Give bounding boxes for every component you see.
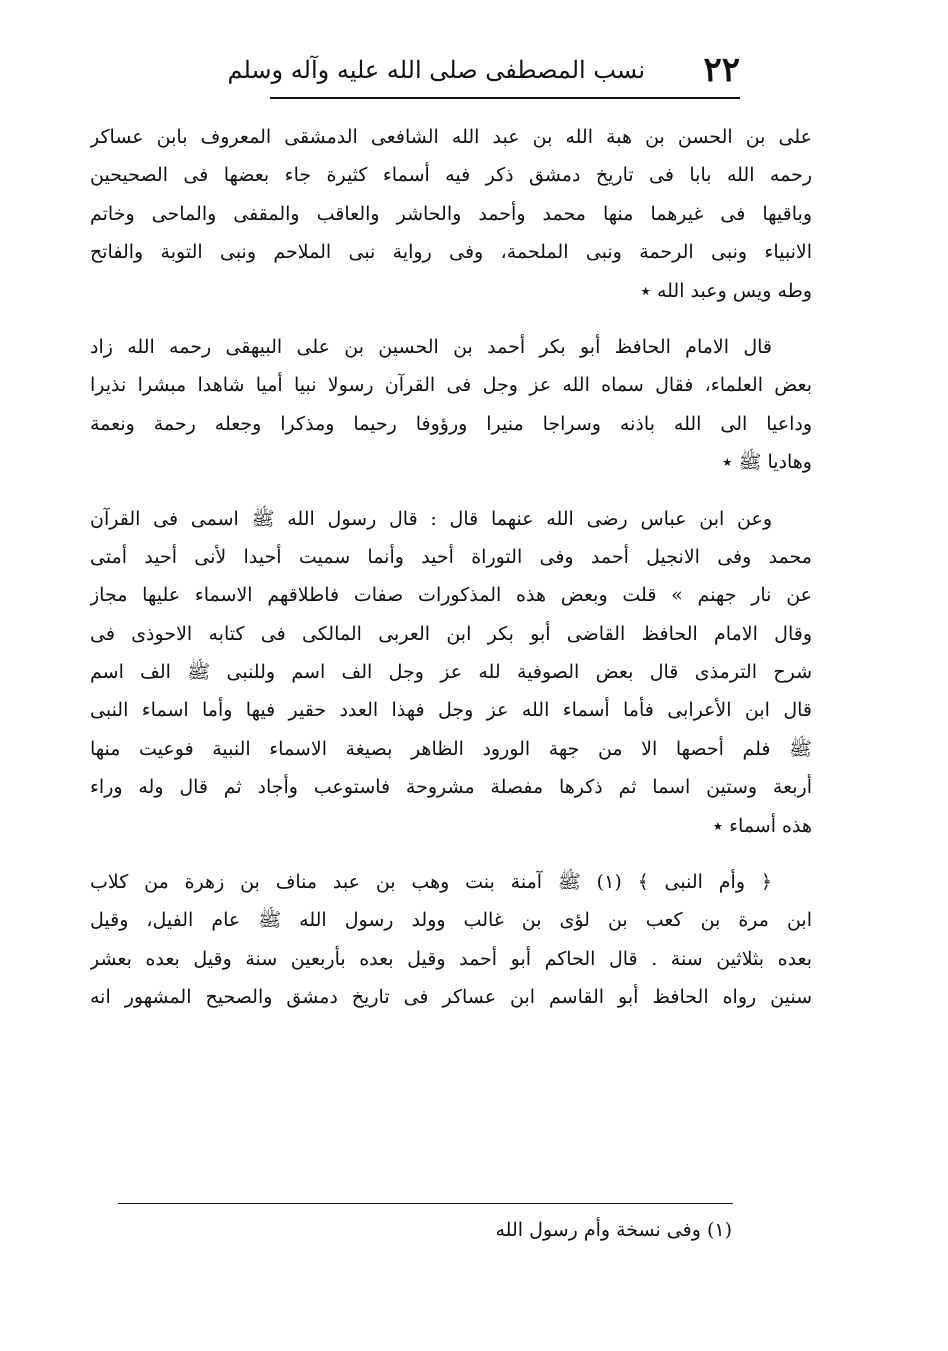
header-rule bbox=[270, 97, 740, 99]
text-line: ابن مرة بن كعب بن لؤى بن غالب وولد رسول الله ﷺ عام الفيل، وقيل bbox=[90, 909, 812, 932]
text-line: وقال الامام الحافظ القاضى أبو بكر ابن العربى المالكى فى كتابه الاحوذى فى bbox=[90, 622, 812, 645]
text-line: وباقيها فى غيرهما منها محمد وأحمد والحاشر والعاقب والمقفى والماحى وخاتم bbox=[90, 202, 812, 225]
text-line: بعض العلماء، فقال سماه الله عز وجل فى القرآن رسولا نبيا أميا شاهدا مبشرا نذيرا bbox=[90, 374, 812, 397]
page-body bbox=[90, 118, 812, 1017]
paragraph-3 bbox=[90, 500, 812, 846]
text-line: وداعيا الى الله باذنه وسراجا منيرا ورؤوفا رحيما ومذكرا وجعله رحمة ونعمة bbox=[90, 412, 812, 435]
running-title: نسب المصطفى صلى الله عليه وآله وسلم bbox=[227, 56, 645, 84]
text-line: أربعة وستين اسما ثم ذكرها مفصلة مشروحة فاستوعب وأجاد ثم قال وله وراء bbox=[90, 776, 812, 799]
paragraph-1 bbox=[90, 118, 812, 310]
text-line: وهاديا ﷺ ٭ bbox=[722, 451, 812, 474]
page-number: ٢٢ bbox=[703, 50, 740, 90]
text-line: بعده بثلاثين سنة . قال الحاكم أبو أحمد وقيل بعده بأربعين سنة وقيل بعده بعشر bbox=[90, 947, 812, 970]
paragraph-4 bbox=[90, 863, 812, 1017]
text-line: ﴿ وأم النبى ﴾ (١) ﷺ آمنة بنت وهب بن عبد مناف بن زهرة من كلاب bbox=[90, 871, 772, 894]
text-line: سنين رواه الحافظ أبو القاسم ابن عساكر فى تاريخ دمشق والصحيح المشهور انه bbox=[90, 986, 812, 1009]
text-line: عن نار جهنم » قلت وبعض هذه المذكورات صفات فاطلاقهم الاسماء عليها مجاز bbox=[90, 584, 812, 607]
footnote-rule bbox=[118, 1203, 733, 1204]
text-line: الانبياء ونبى الرحمة ونبى الملحمة، وفى رواية نبى الملاحم ونبى التوبة والفاتح bbox=[90, 241, 812, 264]
text-line: على بن الحسن بن هبة الله بن عبد الله الشافعى الدمشقى المعروف بابن عساكر bbox=[90, 126, 812, 148]
text-line: هذه أسماء ٭ bbox=[712, 814, 812, 837]
text-line: قال ابن الأعرابى فأما أسماء الله عز وجل فهذا العدد حقير فيها وأما اسماء النبى bbox=[90, 699, 812, 722]
footnote: (١) وفى نسخة وأم رسول الله bbox=[495, 1219, 732, 1241]
text-line: رحمه الله بابا فى تاريخ دمشق ذكر فيه أسماء كثيرة جاء بعضها فى الصحيحين bbox=[90, 164, 812, 187]
text-line: ﷺ فلم أحصها الا من جهة الورود الظاهر بصيغة الاسماء النبية فوعيت منها bbox=[90, 737, 812, 760]
text-line: قال الامام الحافظ أبو بكر أحمد بن الحسين بن على البيهقى رحمه الله زاد bbox=[90, 335, 772, 358]
text-line: محمد وفى الانجيل أحمد وفى التوراة أحيد وأنما سميت أحيدا لأنى أحيد أمتى bbox=[90, 545, 812, 568]
page-header bbox=[227, 50, 740, 96]
text-line: وعن ابن عباس رضى الله عنهما قال : قال رسول الله ﷺ اسمى فى القرآن bbox=[90, 507, 772, 530]
text-line: شرح الترمذى قال بعض الصوفية لله عز وجل الف اسم وللنبى ﷺ الف اسم bbox=[90, 661, 812, 684]
text-line: وطه ويس وعبد الله ٭ bbox=[640, 279, 812, 302]
paragraph-2 bbox=[90, 328, 812, 482]
